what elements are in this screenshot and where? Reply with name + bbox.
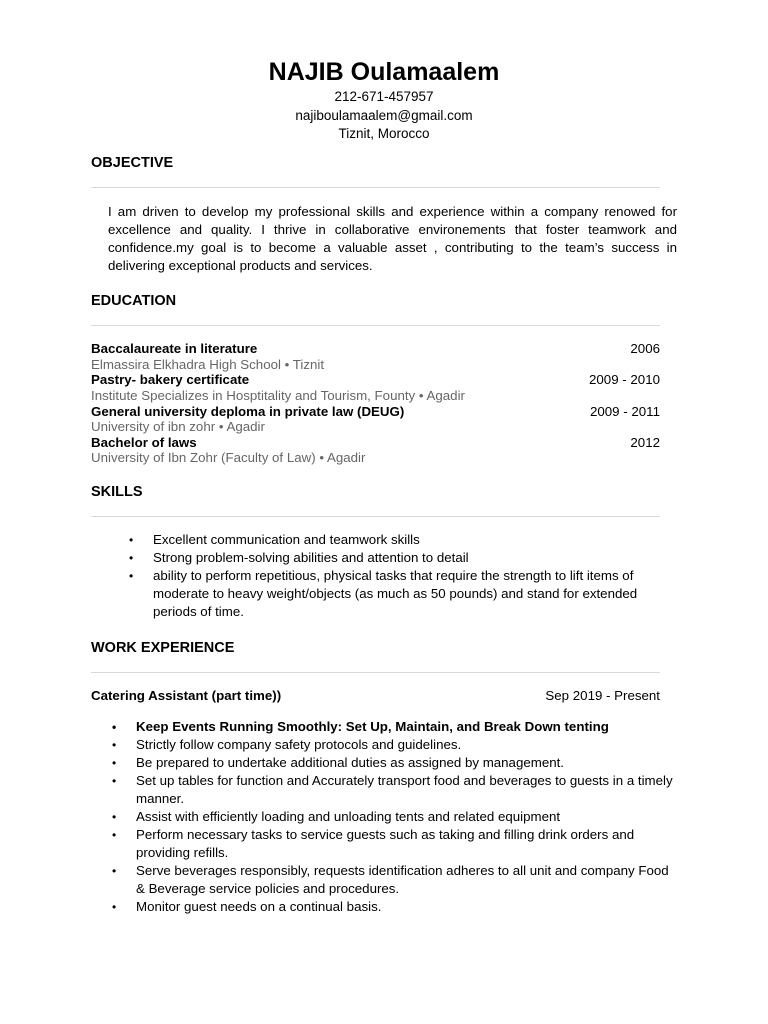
duty-text: Be prepared to undertake additional duties as assigned by management. (136, 755, 565, 770)
objective-divider (91, 187, 660, 188)
duty-text: Serve beverages responsibly, requests identification adheres to all unit and company Food & Beverage service policies and procedures. (136, 863, 669, 896)
job-entry (91, 688, 660, 704)
bullet-icon: • (112, 720, 117, 734)
skill-text: Strong problem-solving abilities and attention to detail (153, 550, 469, 565)
bullet-icon: • (112, 810, 117, 824)
resume-header (0, 56, 768, 144)
education-degree: Baccalaureate in literature (91, 341, 258, 356)
education-school: University of Ibn Zohr (Faculty of Law) • Agadir (91, 450, 366, 466)
work-experience-divider (91, 672, 660, 673)
education-entry (91, 372, 660, 403)
skills-list (129, 531, 643, 621)
candidate-name: NAJIB Oulamaalem (268, 58, 500, 86)
email-address: najiboulamaalem@gmail.com (295, 107, 473, 123)
list-item (112, 826, 681, 862)
list-item (112, 772, 681, 808)
duty-text: Monitor guest needs on a continual basis. (136, 899, 382, 914)
education-years: 2006 (630, 341, 660, 356)
skill-text: Excellent communication and teamwork skills (153, 532, 420, 547)
bullet-icon: • (112, 738, 117, 752)
skill-text: ability to perform repetitious, physical tasks that require the strength to lift items of moderate to heavy weight/objects (as much as 50 pounds) and stand for extended periods of time. (153, 568, 638, 619)
education-school: University of ibn zohr • Agadir (91, 419, 265, 435)
bullet-icon: • (112, 774, 117, 788)
education-list (91, 341, 660, 466)
education-entry (91, 404, 660, 435)
bullet-icon: • (129, 533, 134, 547)
duty-text: Perform necessary tasks to service guests such as taking and filling drink orders and providing refills. (136, 827, 635, 860)
list-item (112, 736, 681, 754)
list-item (112, 718, 681, 736)
duty-text: Keep Events Running Smoothly: Set Up, Maintain, and Break Down tenting (136, 719, 609, 734)
list-item (112, 808, 681, 826)
education-school: Institute Specializes in Hosptitality and Tourism, Founty • Agadir (91, 387, 465, 403)
skills-divider (91, 516, 660, 517)
list-item (129, 567, 643, 621)
education-years: 2012 (630, 434, 660, 450)
skills-heading: SKILLS (91, 484, 143, 500)
list-item (129, 531, 643, 549)
duty-text: Strictly follow company safety protocols and guidelines. (136, 737, 462, 752)
bullet-icon: • (112, 828, 117, 842)
bullet-icon: • (112, 900, 117, 914)
list-item (112, 898, 681, 916)
phone-number: 212-671-457957 (334, 89, 434, 104)
bullet-icon: • (129, 551, 134, 565)
education-heading: EDUCATION (91, 293, 177, 309)
list-item (112, 862, 681, 898)
bullet-icon: • (112, 756, 117, 770)
duty-text: Assist with efficiently loading and unloading tents and related equipment (136, 809, 561, 824)
list-item (129, 549, 643, 567)
education-school: Elmassira Elkhadra High School • Tiznit (91, 356, 325, 372)
duty-text: Set up tables for function and Accurately transport food and beverages to guests in a timely manner. (136, 773, 673, 806)
education-entry (91, 341, 660, 372)
job-title: Catering Assistant (part time)) (91, 688, 282, 703)
objective-heading: OBJECTIVE (91, 155, 174, 171)
education-degree: Pastry- bakery certificate (91, 372, 250, 388)
work-experience-heading: WORK EXPERIENCE (91, 640, 235, 656)
education-degree: Bachelor of laws (91, 434, 197, 450)
job-duties-list (112, 718, 681, 916)
objective-text: I am driven to develop my professional skills and experience within a company renowed for excellence and quality. I thrive in collaborative environements that foster teamwork and confidence.my goal is to become a valuable asset , contributing to the team’s success in delivering exceptional products and services. (108, 204, 677, 273)
job-dates: Sep 2019 - Present (545, 688, 660, 703)
education-degree: General university deploma in private law (DEUG) (91, 403, 405, 419)
bullet-icon: • (129, 569, 134, 583)
bullet-icon: • (112, 864, 117, 878)
location: Tiznit, Morocco (338, 126, 430, 141)
education-divider (91, 325, 660, 326)
list-item (112, 754, 681, 772)
education-years: 2009 - 2011 (590, 403, 660, 419)
education-years: 2009 - 2010 (589, 372, 660, 388)
education-entry (91, 435, 660, 466)
